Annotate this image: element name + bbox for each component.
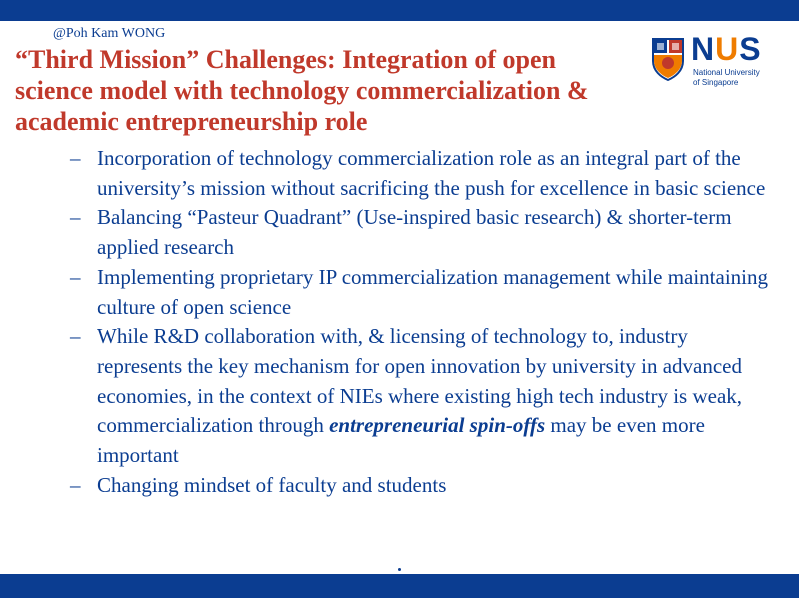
top-banner-bar (0, 0, 799, 21)
bullet-text: Changing mindset of faculty and students (97, 472, 447, 497)
slide-marker-dot (398, 568, 401, 571)
bullet-dash: – (70, 146, 81, 170)
nus-logo (651, 31, 781, 97)
bullet-item (70, 203, 770, 262)
nus-wordmark-n: N (691, 31, 716, 67)
slide-title: “Third Mission” Challenges: Integration of open science model with technology commercialization & academic entrepreneurship role (15, 45, 589, 136)
bullet-item (70, 263, 770, 322)
bottom-banner-bar (0, 574, 799, 598)
bullet-item (70, 144, 770, 203)
nus-subtitle-line2: of Singapore (693, 78, 739, 87)
nus-subtitle (693, 68, 783, 88)
nus-wordmark-u: U (715, 31, 740, 67)
bullet-item (70, 471, 770, 501)
bullet-dash: – (70, 324, 81, 349)
bullet-dash: – (70, 472, 81, 497)
bullet-list (70, 144, 770, 500)
bullet-text-emphasis: entrepreneurial spin-offs (329, 413, 546, 438)
bullet-text: Balancing “Pasteur Quadrant” (Use-inspired basic research) & shorter-term applied research (97, 205, 732, 260)
author-credit: @Poh Kam WONG (53, 26, 166, 41)
nus-crest-icon (651, 37, 685, 81)
bullet-text: Implementing proprietary IP commercialization management while maintaining culture of open science (97, 264, 769, 319)
bullet-dash: – (70, 264, 81, 289)
nus-wordmark-s: S (739, 31, 762, 67)
bullet-dash: – (70, 205, 81, 230)
nus-wordmark (691, 31, 762, 68)
bullet-item (70, 322, 770, 471)
bullet-text-before: While R&D collaboration with, & licensing of technology to, industry represents the key mechanism for open innovation by university in advanced economies, in the context of NIEs where existing high tech industry is weak, commercialization through (97, 324, 743, 438)
bullet-text: Incorporation of technology commercialization role as an integral part of the university’s mission without sacrificing the push for excellence in basic science (97, 146, 766, 200)
bullet-text-after: may be even more important (97, 413, 705, 468)
nus-subtitle-line1: National University (693, 68, 760, 77)
